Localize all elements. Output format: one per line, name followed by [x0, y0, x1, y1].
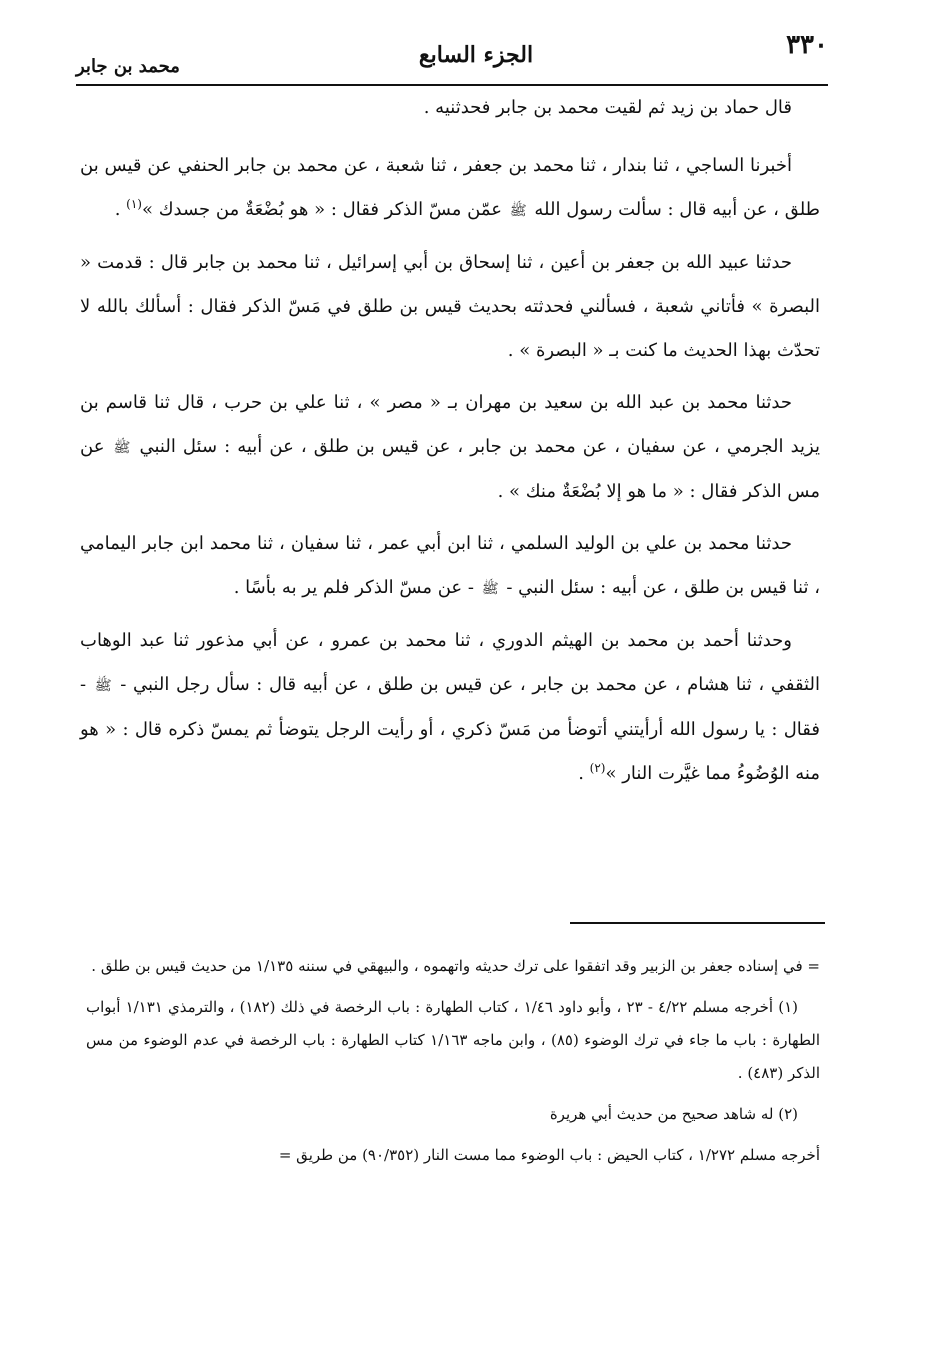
- footnote-text: (١) أخرجه مسلم ٤/٢٢ - ٢٣ ، وأبو داود ١/٤٦ ، كتاب الطهارة : باب الرخصة في ذلك (١٨٢) ، والترمذي ١/١٣١ أبواب الطهارة : باب ما جاء في ترك الوضوء (٨٥) ، وابن ماجه ١/١٦٣ كتاب الطهارة : باب الرخصة في عدم الوضوء من مس الذكر (٤٨٣) .: [86, 998, 820, 1082]
- paragraph: [80, 381, 820, 514]
- paragraph-text: قال حماد بن زيد ثم لقيت محمد بن جابر فحدثنيه .: [423, 97, 792, 118]
- paragraph: [80, 86, 820, 130]
- paragraph-text: حدثنا عبيد الله بن جعفر بن أعين ، ثنا إسحاق بن أبي إسرائيل ، ثنا محمد بن جابر قال : قدمت « البصرة » فأتاني شعبة ، فسألني فحدثته بحديث قيس بن طلق في مَسّ الذكر فقال : أسألك بالله لا تحدّث بهذا الحديث ما كنت بـ « البصرة » .: [80, 252, 820, 361]
- main-text: [80, 86, 820, 804]
- paragraph-text: - فقال : يا رسول الله أرأيتني أتوضأ من مَسّ ذكري ، أو رأيت الرجل يتوضأ ثم يمسّ ذكره قال : « هو منه الوُضُوءُ مما غيَّرت النار »: [80, 674, 820, 784]
- salutation-glyph: ﷺ: [509, 203, 527, 219]
- footnote: [86, 1098, 820, 1131]
- paragraph: [80, 241, 820, 373]
- footnote-reference: (٢): [589, 761, 606, 775]
- paragraph-text: عن مس الذكر فقال : « ما هو إلا بُضْعَةٌ منك » .: [80, 436, 820, 502]
- paragraph: [80, 144, 820, 233]
- volume-title: الجزء السابع: [418, 42, 534, 68]
- paragraph-text: عمّن مسّ الذكر فقال : « هو بُضْعَةٌ من جسدك »: [141, 199, 502, 220]
- footnote: [86, 950, 820, 983]
- footnote-text: أخرجه مسلم ١/٢٧٢ ، كتاب الحيض : باب الوضوء مما مست النار (٩٠/٣٥٢) من طريق =: [278, 1146, 820, 1164]
- salutation-glyph: ﷺ: [481, 581, 499, 597]
- paragraph-text: .: [114, 199, 127, 220]
- page-header: [76, 30, 828, 90]
- paragraph: [80, 619, 820, 796]
- footnote-divider: [570, 922, 825, 924]
- footnote-text: (٢) له شاهد صحيح من حديث أبي هريرة: [549, 1105, 798, 1123]
- footnote-text: = في إسناده جعفر بن الزبير وقد اتفقوا على ترك حديثه واتهموه ، والبيهقي في سننه ١/١٣٥ من حديث قيس بن طلق .: [91, 957, 820, 975]
- running-head: محمد بن جابر: [76, 56, 180, 77]
- paragraph-text: - عن مسّ الذكر فلم ير به بأسًا .: [233, 577, 474, 598]
- salutation-glyph: ﷺ: [94, 678, 112, 694]
- footnote: [86, 1139, 820, 1172]
- paragraph-text: حدثنا محمد بن علي بن الوليد السلمي ، ثنا ابن أبي عمر ، ثنا سفيان ، ثنا محمد ابن جابر اليمامي ، ثنا قيس بن طلق ، عن أبيه : سئل النبي -: [80, 533, 820, 598]
- footnote-reference: (١): [126, 197, 142, 211]
- paragraph-text: أخبرنا الساجي ، ثنا بندار ، ثنا محمد بن جعفر ، ثنا شعبة ، عن محمد بن جابر الحنفي عن قيس بن طلق ، عن أبيه قال : سألت رسول الله: [80, 155, 820, 220]
- footnote: [86, 991, 820, 1090]
- paragraph-text: حدثنا محمد بن عبد الله بن سعيد بن مهران بـ « مصر » ، ثنا علي بن حرب ، قال ثنا قاسم بن يزيد الجرمي ، عن سفيان ، عن محمد بن جابر ، عن قيس بن طلق ، عن أبيه : سئل النبي: [80, 392, 820, 457]
- salutation-glyph: ﷺ: [113, 440, 131, 456]
- page-number: ٣٣٠: [786, 30, 828, 60]
- footnotes: [86, 950, 820, 1180]
- paragraph-text: وحدثنا أحمد بن محمد بن الهيثم الدوري ، ثنا محمد بن عمرو ، عن أبي مذعور ثنا عبد الوهاب الثقفي ، ثنا هشام ، عن محمد بن جابر ، عن قيس بن طلق ، عن أبيه قال : سأل رجل النبي -: [80, 630, 820, 695]
- paragraph-text: .: [578, 763, 590, 784]
- paragraph: [80, 522, 820, 611]
